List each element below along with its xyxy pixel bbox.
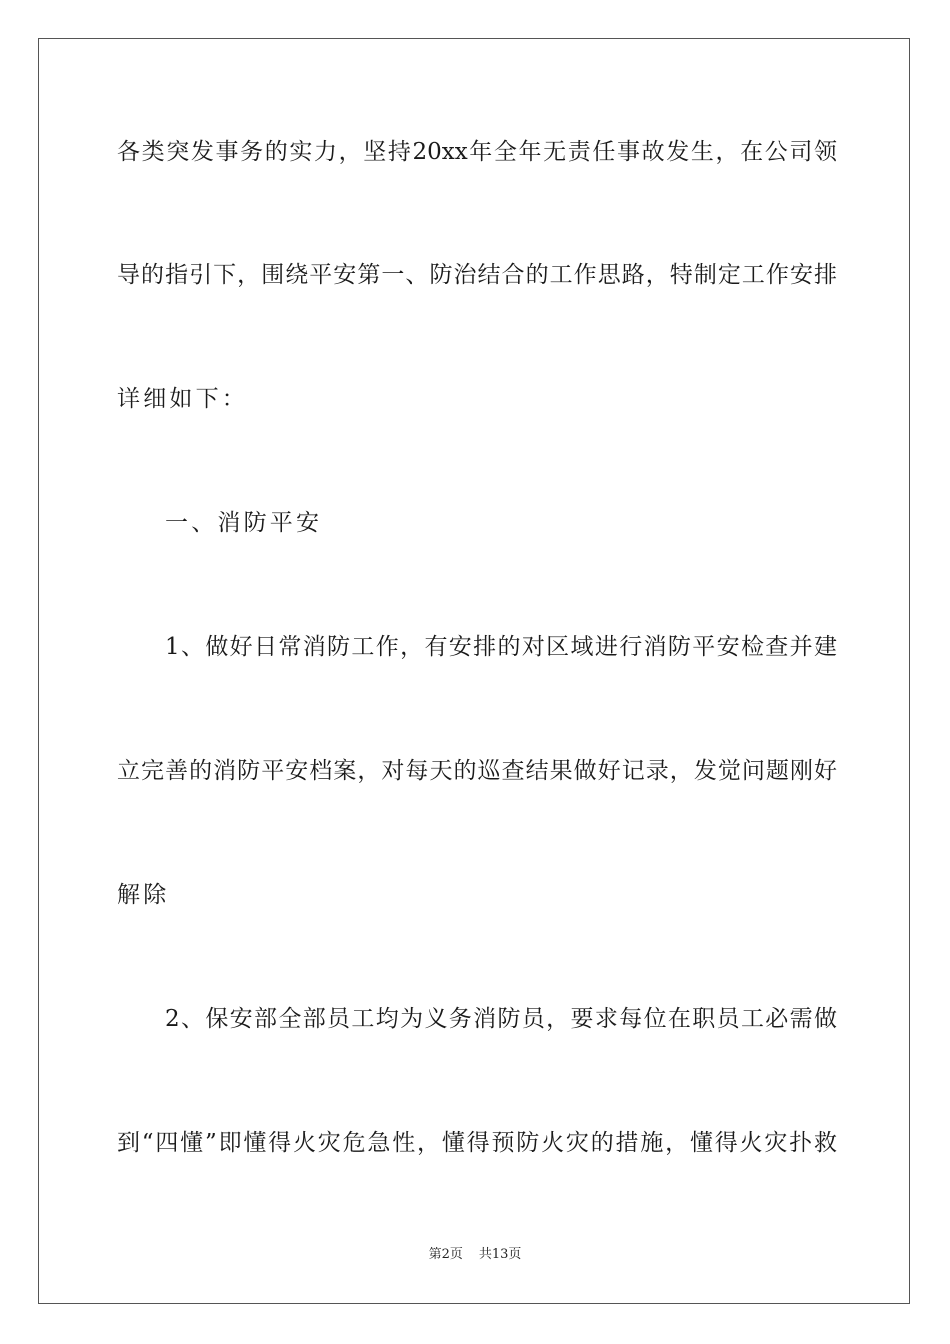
- body-text-line: 1、做好日常消防工作，有安排的对区域进行消防平安检查并建: [165, 634, 837, 660]
- section-heading: 一、消防平安: [165, 510, 323, 536]
- body-text-line: 解除: [117, 882, 170, 908]
- page-footer: [0, 1245, 950, 1265]
- page-total: 共13页: [478, 1247, 522, 1262]
- page-border: [38, 38, 910, 1304]
- body-text-line: 2、保安部全部员工均为义务消防员，要求每位在职员工必需做: [165, 1006, 837, 1032]
- page-number: 第2页: [428, 1247, 463, 1262]
- body-text-line: 详细如下：: [117, 386, 248, 412]
- body-text-line: 立完善的消防平安档案，对每天的巡查结果做好记录，发觉问题刚好: [117, 758, 837, 784]
- body-text-line: 到“四懂”即懂得火灾危急性，懂得预防火灾的措施，懂得火灾扑救: [117, 1130, 837, 1156]
- body-text-line: 导的指引下，围绕平安第一、防治结合的工作思路，特制定工作安排: [117, 262, 837, 288]
- body-text-line: 各类突发事务的实力，坚持20xx年全年无责任事故发生，在公司领: [117, 139, 837, 165]
